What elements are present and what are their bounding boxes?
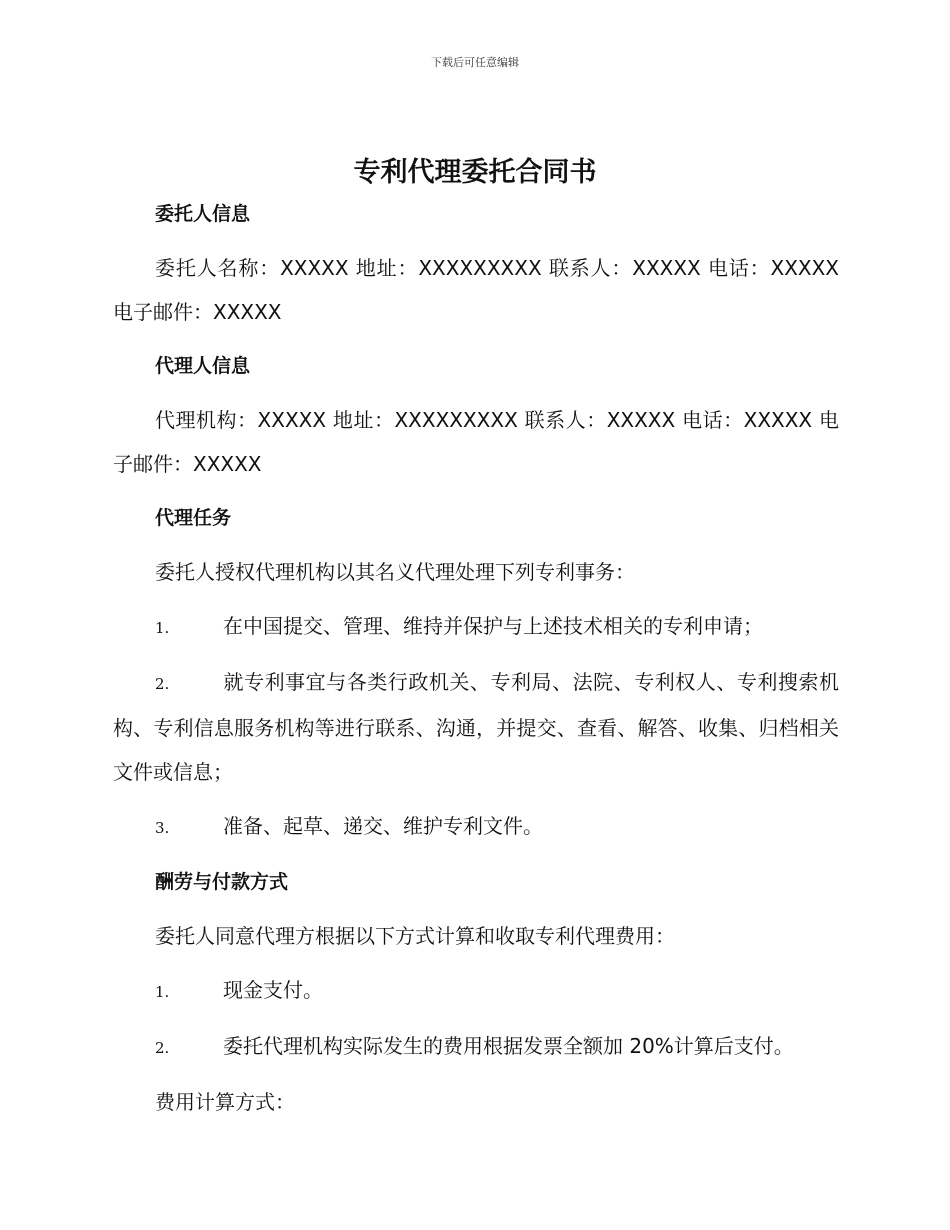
list-item-text: 在中国提交、管理、维持并保护与上述技术相关的专利申请； bbox=[223, 614, 763, 638]
document-body bbox=[113, 192, 839, 1134]
section-heading-agent: 代理人信息 bbox=[155, 355, 251, 377]
fee-calculation-label: 费用计算方式： bbox=[155, 1090, 295, 1114]
client-info-paragraph: 委托人名称：XXXXX 地址：XXXXXXXXX 联系人：XXXXX 电话：XXXXX 电子邮件：XXXXX bbox=[113, 256, 839, 324]
list-item-text: 现金支付。 bbox=[223, 978, 323, 1002]
section-heading-payment: 酬劳与付款方式 bbox=[155, 871, 289, 893]
document-title: 专利代理委托合同书 bbox=[353, 157, 597, 188]
tasks-intro: 委托人授权代理机构以其名义代理处理下列专利事务： bbox=[155, 560, 635, 584]
list-item-text: 准备、起草、递交、维护专利文件。 bbox=[223, 814, 543, 838]
list-item bbox=[113, 604, 839, 650]
list-item bbox=[113, 660, 839, 794]
section-heading-tasks: 代理任务 bbox=[155, 507, 232, 529]
list-item bbox=[113, 1024, 839, 1070]
list-item-text: 委托代理机构实际发生的费用根据发票全额加 20%计算后支付。 bbox=[223, 1034, 794, 1058]
list-item-text: 就专利事宜与各类行政机关、专利局、法院、专利权人、专利搜索机构、专利信息服务机构等进行联系、沟通，并提交、查看、解答、收集、归档相关文件或信息； bbox=[113, 670, 839, 784]
list-item-number: 3. bbox=[155, 819, 170, 837]
payment-intro: 委托人同意代理方根据以下方式计算和收取专利代理费用： bbox=[155, 924, 675, 948]
list-item-number: 2. bbox=[155, 675, 170, 693]
list-item bbox=[113, 804, 839, 850]
agent-info-paragraph: 代理机构：XXXXX 地址：XXXXXXXXX 联系人：XXXXX 电话：XXXXX 电子邮件：XXXXX bbox=[113, 408, 839, 476]
list-item-number: 1. bbox=[155, 983, 170, 1001]
list-item bbox=[113, 968, 839, 1014]
header-note: 下载后可任意编辑 bbox=[431, 56, 519, 69]
list-item-number: 1. bbox=[155, 619, 170, 637]
section-heading-client: 委托人信息 bbox=[155, 203, 251, 225]
list-item-number: 2. bbox=[155, 1039, 170, 1057]
